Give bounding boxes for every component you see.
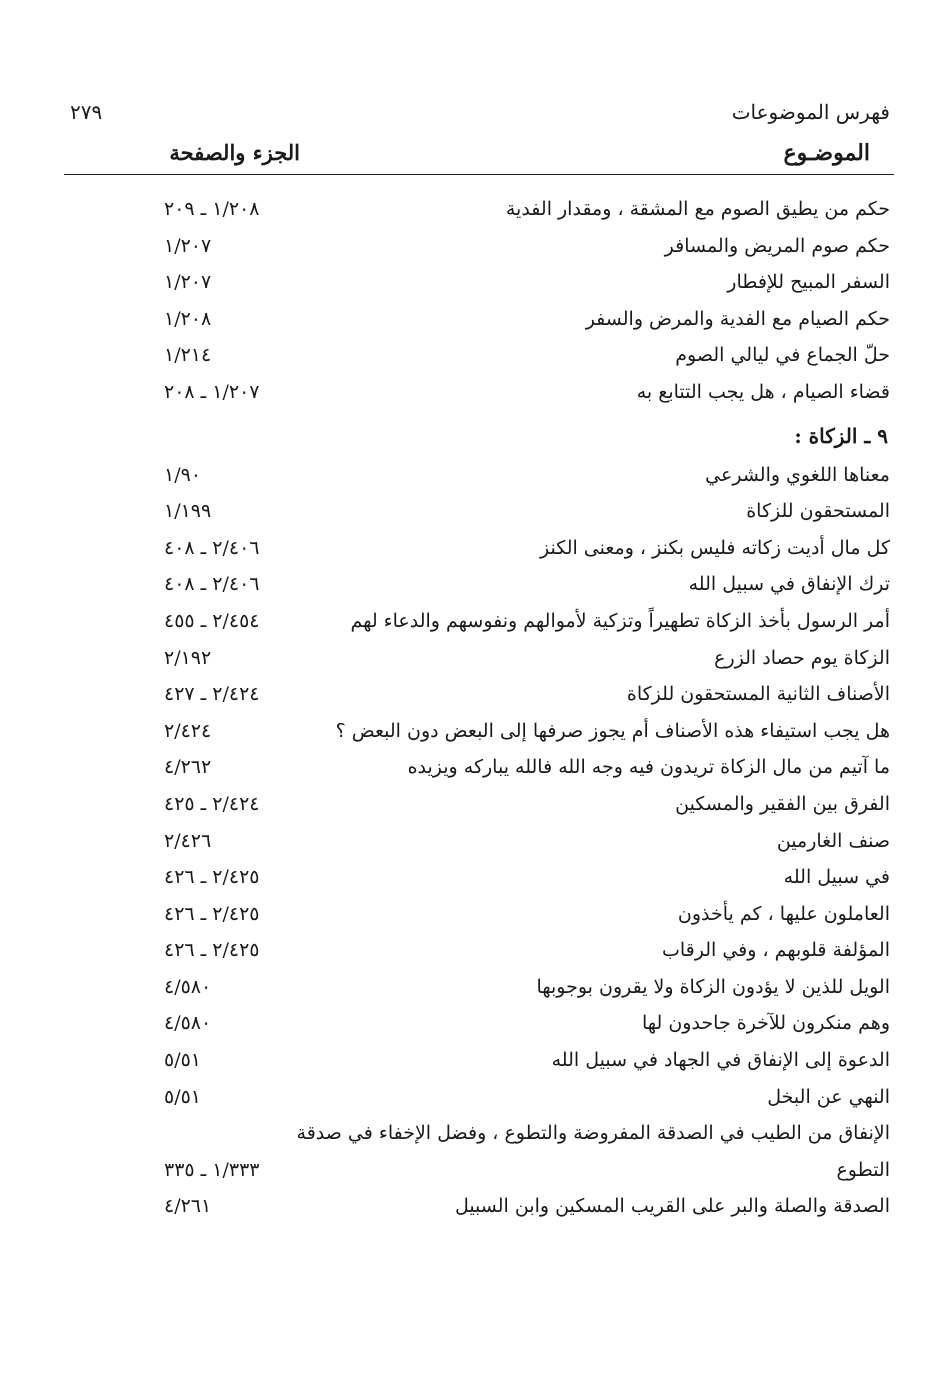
entry-reference: ٤/٥٨٠ [164,1012,212,1035]
entry-topic: حكم صوم المريض والمسافر [664,234,890,257]
entry-reference: ٢/٤٢٦ [164,829,212,852]
entry-topic: المؤلفة قلوبهم ، وفي الرقاب [661,939,890,962]
entry-reference: ٤/٢٦١ [164,1195,212,1218]
entry-reference: ٢/٤٢٥ ـ ٤٢٦ [164,939,260,962]
entry-reference: ٢/٤٠٦ ـ ٤٠٨ [164,573,260,596]
entry-reference: ٢/٤٢٤ ـ ٤٢٧ [164,683,260,706]
entry-reference: ٢/٤٢٤ [164,719,212,742]
entry-topic: حلّ الجماع في ليالي الصوم [675,344,890,367]
topic-column-header: الموضـوع [783,140,870,166]
entry-reference: ١/٣٣٣ ـ ٣٣٥ [164,1158,260,1181]
entry-reference: ٢/٤٠٦ ـ ٤٠٨ [164,536,260,559]
entry-reference: ١/٢٠٧ [164,234,212,257]
index-entry [66,935,892,972]
entry-reference: ٢/٤٥٤ ـ ٤٥٥ [164,609,260,632]
entry-topic: التطوع [836,1158,890,1181]
entry-reference: ٢/١٩٢ [164,646,212,669]
index-entry [66,569,892,606]
index-entries [66,194,892,1228]
index-entry [66,1008,892,1045]
index-entry [66,643,892,680]
entry-topic: الزكاة يوم حصاد الزرع [714,646,890,669]
index-entry [66,1118,892,1155]
entry-reference: ١/٢٠٨ ـ ٢٠٩ [164,198,260,220]
entry-topic: المستحقون للزكاة [746,500,890,523]
index-entry [66,899,892,936]
index-entry [66,1082,892,1119]
entry-topic: قضاء الصيام ، هل يجب التتابع به [636,380,890,403]
entry-topic: وهم منكرون للآخرة جاحدون لها [641,1012,890,1035]
entry-topic: في سبيل الله [783,866,890,889]
index-entry [66,194,892,231]
entry-topic: الويل للذين لا يؤدون الزكاة ولا يقرون بوجوبها [536,975,890,998]
index-entry [66,231,892,268]
entry-reference: ١/٢٠٧ [164,271,212,294]
entry-reference: ١/٢٠٨ [164,307,212,330]
entry-topic: كل مال أديت زكاته فليس بكنز ، ومعنى الكنز [539,536,890,559]
entry-topic: معناها اللغوي والشرعي [705,463,890,486]
index-entry [66,460,892,497]
running-title: فهرس الموضوعات [731,100,890,124]
page-number: ٢٧٩ [70,100,103,124]
running-header [66,100,892,132]
index-entry [66,304,892,341]
section-title: ٩ ـ الزكاة : [794,423,888,448]
entry-reference: ٢/٤٢٤ ـ ٤٢٥ [164,792,260,815]
entry-topic: العاملون عليها ، كم يأخذون [677,902,890,925]
entry-topic: أمر الرسول بأخذ الزكاة تطهيراً وتزكية لأموالهم ونفوسهم والدعاء لهم [350,609,890,632]
entry-reference: ٥/٥١ [164,1049,202,1072]
entry-reference: ١/٢١٤ [164,344,212,367]
entry-reference: ١/٩٠ [164,463,202,486]
index-entry-continuation [66,1155,892,1192]
entry-topic: حكم من يطيق الصوم مع المشقة ، ومقدار الفدية [505,198,890,220]
entry-reference: ٢/٤٢٥ ـ ٤٢٦ [164,866,260,889]
index-entry [66,1045,892,1082]
entry-reference: ٤/٢٦٢ [164,756,212,779]
reference-column-header: الجزء والصفحة [169,140,300,165]
entry-topic: ترك الإنفاق في سبيل الله [688,573,890,596]
header-rule [64,174,894,175]
index-entry [66,679,892,716]
index-entry [66,716,892,753]
entry-reference: ١/١٩٩ [164,500,212,523]
index-entry [66,496,892,533]
section-heading [66,414,892,460]
index-entry [66,533,892,570]
entry-topic: هل يجب استيفاء هذه الأصناف أم يجوز صرفها إلى البعض دون البعض ؟ [335,719,890,742]
index-entry [66,752,892,789]
entry-topic: الإنفاق من الطيب في الصدقة المفروضة والتطوع ، وفضل الإخفاء في صدقة [296,1122,890,1145]
entry-topic: الدعوة إلى الإنفاق في الجهاد في سبيل الله [551,1049,890,1072]
index-entry [66,1191,892,1228]
index-entry [66,789,892,826]
index-entry [66,340,892,377]
index-entry [66,267,892,304]
column-headers [66,140,892,174]
entry-topic: الفرق بين الفقير والمسكين [675,792,890,815]
entry-topic: ما آتيم من مال الزكاة تريدون فيه وجه الله فالله يباركه ويزيده [407,756,890,779]
entry-topic: الصدقة والصلة والبر على القريب المسكين وابن السبيل [454,1195,890,1218]
index-entry [66,972,892,1009]
entry-reference: ١/٢٠٧ ـ ٢٠٨ [164,380,260,403]
entry-topic: السفر المبيح للإفطار [727,271,890,294]
index-entry [66,862,892,899]
entry-topic: صنف الغارمين [776,829,890,852]
entry-reference: ٥/٥١ [164,1085,202,1108]
entry-topic: الأصناف الثانية المستحقون للزكاة [626,683,890,706]
index-entry [66,606,892,643]
index-entry [66,377,892,414]
entry-topic: حكم الصيام مع الفدية والمرض والسفر [585,307,890,330]
entry-reference: ٢/٤٢٥ ـ ٤٢٦ [164,902,260,925]
entry-topic: النهي عن البخل [767,1085,890,1108]
index-entry [66,826,892,863]
entry-reference: ٤/٥٨٠ [164,975,212,998]
